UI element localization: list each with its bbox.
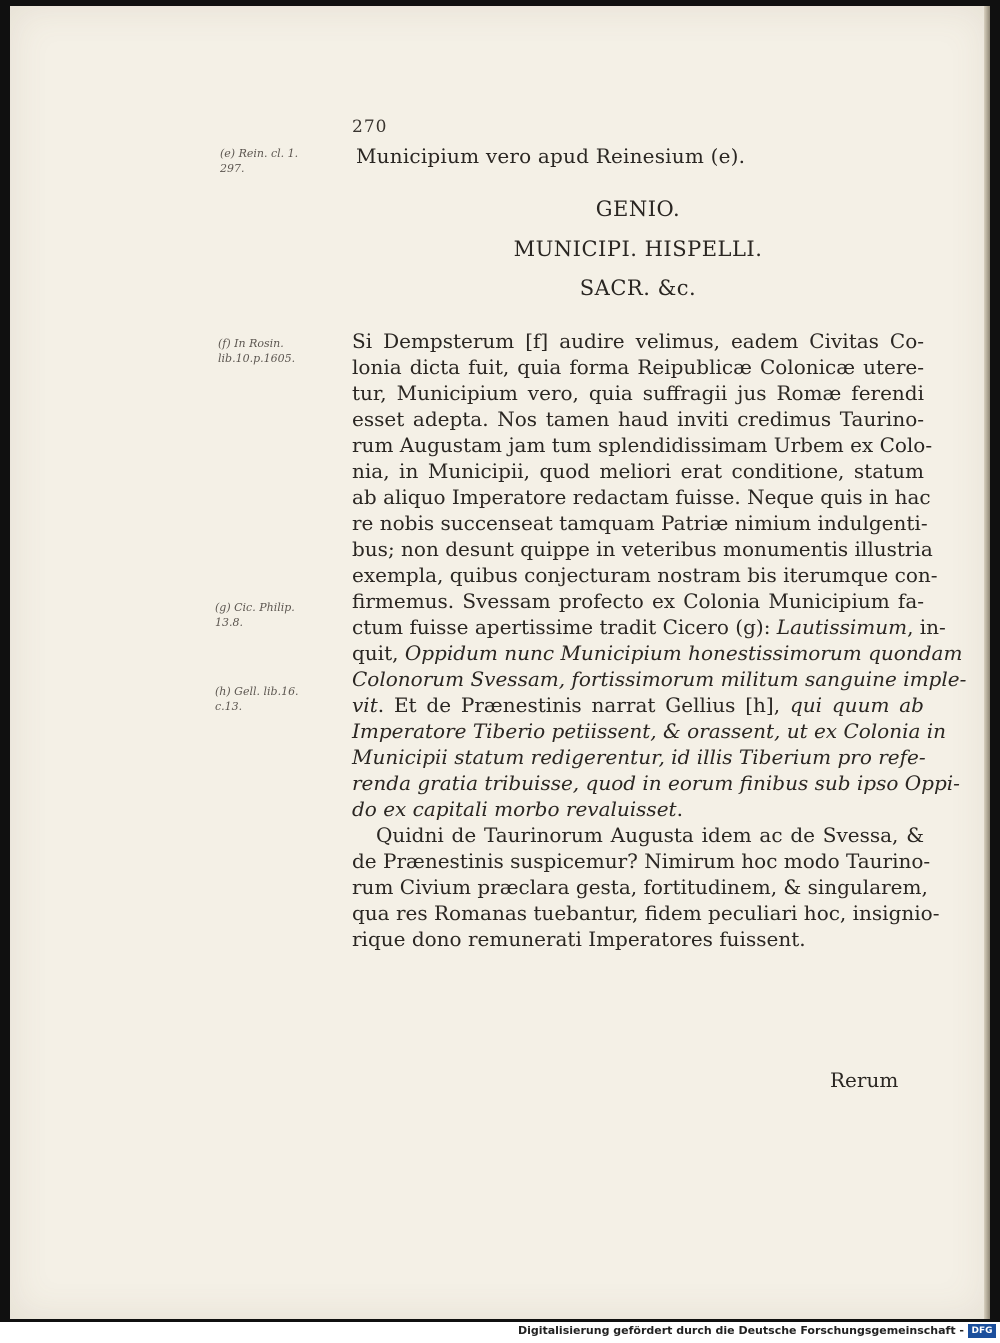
quotation-text: qui quum ab (789, 693, 924, 717)
marginal-note-line: (e) Rein. cl. 1. (220, 147, 299, 160)
intro-line: Municipium vero apud Reinesium (e). (356, 144, 746, 168)
text-segment: quit, (352, 641, 405, 665)
text-line: lonia dicta fuit, quia forma Reipublicæ Colonicæ utere- (352, 355, 924, 379)
marginal-note-line: 297. (220, 162, 245, 175)
dfg-logo-icon[interactable]: DFG (968, 1324, 996, 1338)
quotation-line: renda gratia tribuisse, quod in eorum finibus sub ipso Oppi- (352, 771, 960, 795)
inscription-line-2: MUNICIPI. HISPELLI. (513, 237, 763, 261)
inscription-line-1: GENIO. (595, 197, 681, 221)
quotation-text: Oppidum nunc Municipium honestissimorum quondam (404, 641, 963, 665)
inscription-line-3: SACR. &c. (579, 276, 697, 300)
marginal-note-g (215, 600, 335, 630)
text-segment: . Et de Prænestinis narrat Gellius [h], (377, 693, 790, 717)
page-edge (984, 6, 990, 1319)
text-line: de Prænestinis suspicemur? Nimirum hoc modo Taurino- (352, 849, 931, 873)
text-line (352, 641, 963, 665)
text-segment: ctum fuisse apertissime tradit Cicero (g): (352, 615, 777, 639)
marginal-note-line: (g) Cic. Philip. (215, 601, 295, 614)
text-line (352, 615, 946, 639)
marginal-note-line: c.13. (215, 700, 243, 713)
text-line (352, 797, 924, 821)
marginal-note-line: (f) In Rosin. (218, 337, 284, 350)
marginal-note-h (215, 684, 335, 714)
funding-notice: Digitalisierung gefördert durch die Deutsche Forschungsgemeinschaft - (517, 1324, 964, 1337)
text-line: exempla, quibus conjecturam nostram bis iterumque con- (352, 563, 938, 587)
text-line: qua res Romanas tuebantur, fidem peculiari hoc, insignio- (352, 901, 940, 925)
text-line: bus; non desunt quippe in veteribus monumentis illustria (352, 537, 933, 561)
text-line: Si Dempsterum [f] audire velimus, eadem Civitas Co- (352, 329, 924, 353)
text-segment: , in- (907, 615, 946, 639)
marginal-note-e (220, 146, 340, 176)
quotation-text: do ex capitali morbo revaluisset (352, 797, 677, 821)
text-line: rique dono remunerati Imperatores fuissent. (352, 927, 806, 951)
marginal-note-f (218, 336, 338, 366)
marginal-note-line: 13.8. (215, 616, 243, 629)
text-line: nia, in Municipii, quod meliori erat conditione, statum (352, 459, 924, 483)
text-line: re nobis succenseat tamquam Patriæ nimium indulgenti- (352, 511, 928, 535)
quotation-text: vit (352, 693, 378, 717)
text-line: firmemus. Svessam profecto ex Colonia Municipium fa- (352, 589, 924, 613)
text-line: tur, Municipium vero, quia suffragii jus Romæ ferendi (352, 381, 924, 405)
marginal-note-line: lib.10.p.1605. (218, 352, 296, 365)
quotation-text: Lautissimum (776, 615, 908, 639)
text-line: ab aliquo Imperatore redactam fuisse. Neque quis in hac (352, 485, 931, 509)
text-line (352, 693, 924, 717)
catchword: Rerum (830, 1068, 899, 1092)
page-number: 270 (352, 117, 388, 137)
text-line: rum Augustam jam tum splendidissimam Urbem ex Colo- (352, 433, 933, 457)
text-line: esset adepta. Nos tamen haud inviti credimus Taurino- (352, 407, 924, 431)
text-segment: . (676, 797, 683, 821)
marginal-note-line: (h) Gell. lib.16. (215, 685, 299, 698)
text-line: Quidni de Taurinorum Augusta idem ac de Svessa, & (376, 823, 924, 847)
quotation-line: Municipii statum redigerentur, id illis Tiberium pro refe- (352, 745, 926, 769)
quotation-line: Colonorum Svessam, fortissimorum militum sanguine imple- (352, 667, 967, 691)
text-line: rum Civium præclara gesta, fortitudinem, & singularem, (352, 875, 928, 899)
quotation-line: Imperatore Tiberio petiissent, & orassent, ut ex Colonia in (352, 719, 947, 743)
digitization-footer (0, 1322, 1000, 1343)
